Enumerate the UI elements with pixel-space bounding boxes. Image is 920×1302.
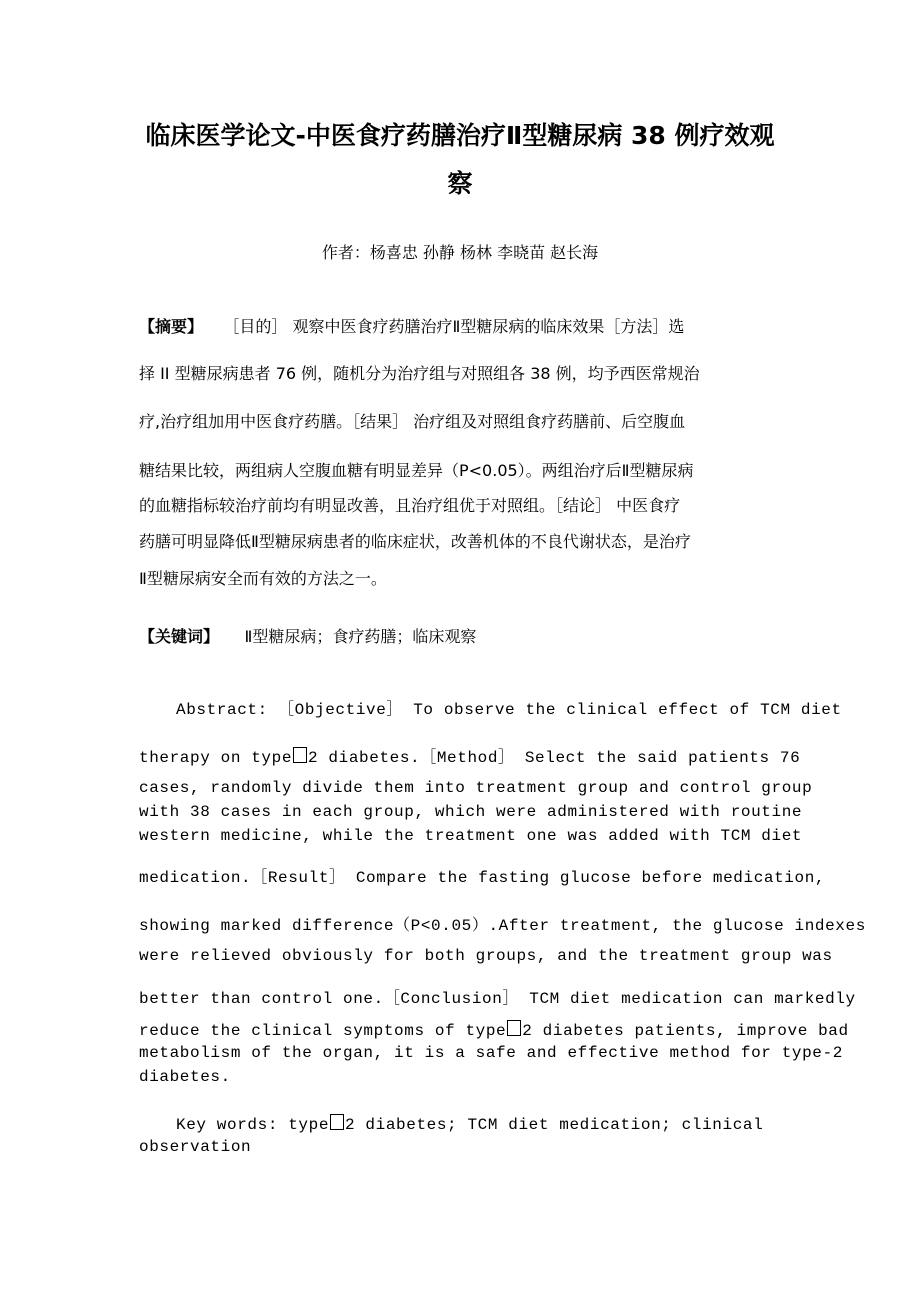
author-line: 作者：杨喜忠 孙静 杨林 李晓苗 赵长海	[321, 243, 599, 262]
missing-glyph-box	[507, 1020, 521, 1036]
abstract-cn-line-7: Ⅱ型糖尿病安全而有效的方法之一。	[139, 569, 387, 588]
abstract-en-line-5: western medicine, while the treatment one was added with TCM diet	[139, 827, 803, 845]
abstract-en-line-3: cases, randomly divide them into treatment group and control group	[139, 779, 813, 797]
keywords-en-line-2: observation	[139, 1138, 252, 1156]
abstract-en-line-2: therapy on type 2 diabetes.［Method］ Select the said patients 76	[139, 749, 801, 767]
keywords-cn	[139, 624, 476, 647]
title-line-2: 察	[447, 169, 473, 198]
abstract-en-line-1: Abstract: ［Objective］ To observe the clinical effect of TCM diet	[176, 701, 842, 719]
abstract-cn-line-1: 【摘要】 ［目的］ 观察中医食疗药膳治疗Ⅱ型糖尿病的临床效果［方法］选	[139, 317, 685, 336]
abstract-label: 【摘要】	[139, 317, 204, 336]
keywords-en-line-1: Key words: type 2 diabetes; TCM diet medication; clinical	[176, 1116, 764, 1134]
abstract-en-line-4: with 38 cases in each group, which were administered with routine	[139, 803, 803, 821]
abstract-en-line-11: metabolism of the organ, it is a safe and effective method for type-2	[139, 1044, 843, 1062]
abstract-en-line-6: medication.［Result］ Compare the fasting glucose before medication,	[139, 869, 826, 887]
title-line-1: 临床医学论文-中医食疗药膳治疗Ⅱ型糖尿病 38 例疗效观	[145, 121, 775, 150]
abstract-cn-line-4: 糖结果比较，两组病人空腹血糖有明显差异（P<0.05）。两组治疗后Ⅱ型糖尿病	[139, 461, 694, 480]
abstract-en-line-9: better than control one.［Conclusion］ TCM diet medication can markedly	[139, 990, 856, 1008]
abstract-en-line-12: diabetes.	[139, 1068, 231, 1086]
abstract-en-line-7: showing marked difference（P<0.05）.After treatment, the glucose indexes	[139, 917, 866, 935]
abstract-cn-line-5: 的血糖指标较治疗前均有明显改善，且治疗组优于对照组。［结论］ 中医食疗	[139, 496, 681, 515]
keywords-text: Ⅱ型糖尿病；食疗药膳；临床观察	[244, 627, 477, 646]
abstract-en-line-8: were relieved obviously for both groups, and the treatment group was	[139, 947, 833, 965]
abstract-cn-line-6: 药膳可明显降低Ⅱ型糖尿病患者的临床症状，改善机体的不良代谢状态，是治疗	[139, 532, 691, 551]
abstract-cn-line-3: 疗,治疗组加用中医食疗药膳。［结果］ 治疗组及对照组食疗药膳前、后空腹血	[139, 412, 686, 431]
paper-title	[130, 112, 790, 208]
abstract-en-line-10: reduce the clinical symptoms of type 2 diabetes patients, improve bad	[139, 1022, 849, 1040]
keywords-label: 【关键词】	[139, 627, 220, 646]
missing-glyph-box	[293, 747, 307, 763]
abstract-cn-line-2: 择 II 型糖尿病患者 76 例，随机分为治疗组与对照组各 38 例，均予西医常规治	[139, 364, 700, 383]
missing-glyph-box	[330, 1114, 344, 1130]
